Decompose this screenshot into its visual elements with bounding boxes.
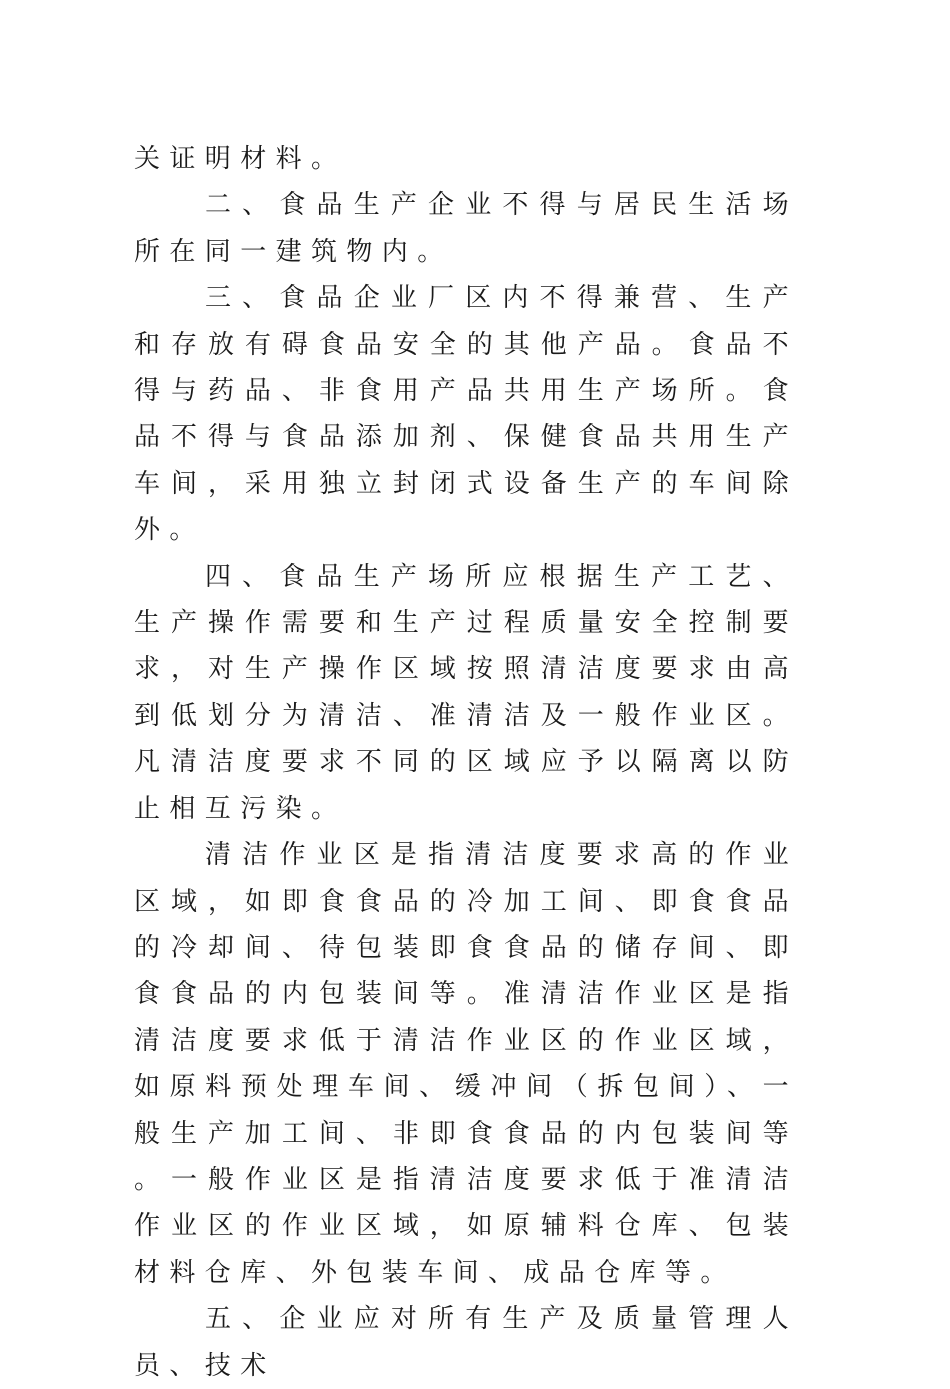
paragraph-item-5: 五、企业应对所有生产及质量管理人员、技术 [134, 1304, 798, 1381]
paragraph-item-3: 三、食品企业厂区内不得兼营、生产和存放有碍食品安全的其他产品。食品不得与药品、非食用产品共用生产场所。食品不得与食品添加剂、保健食品共用生产车间，采用独立封闭式设备生产的车间除外。 [134, 283, 798, 546]
paragraph-clean-zone-definition: 清洁作业区是指清洁度要求高的作业区域，如即食食品的冷加工间、即食食品的冷却间、待包装即食食品的储存间、即食食品的内包装间等。准清洁作业区是指清洁度要求低于清洁作业区的作业区域，如原料预处理车间、缓冲间（拆包间）、一般生产加工间、非即食食品的内包装间等。一般作业区是指清洁度要求低于准清洁作业区的作业区域，如原辅料仓库、包装材料仓库、外包装车间、成品仓库等。 [134, 840, 798, 1288]
paragraph-item-4: 四、食品生产场所应根据生产工艺、生产操作需要和生产过程质量安全控制要求，对生产操作区域按照清洁度要求由高到低划分为清洁、准清洁及一般作业区。凡清洁度要求不同的区域应予以隔离以防止相互污染。 [134, 561, 798, 824]
document-body [134, 136, 798, 1389]
paragraph-continuation: 关证明材料。 [134, 144, 347, 174]
paragraph-item-2: 二、食品生产企业不得与居民生活场所在同一建筑物内。 [134, 190, 798, 267]
